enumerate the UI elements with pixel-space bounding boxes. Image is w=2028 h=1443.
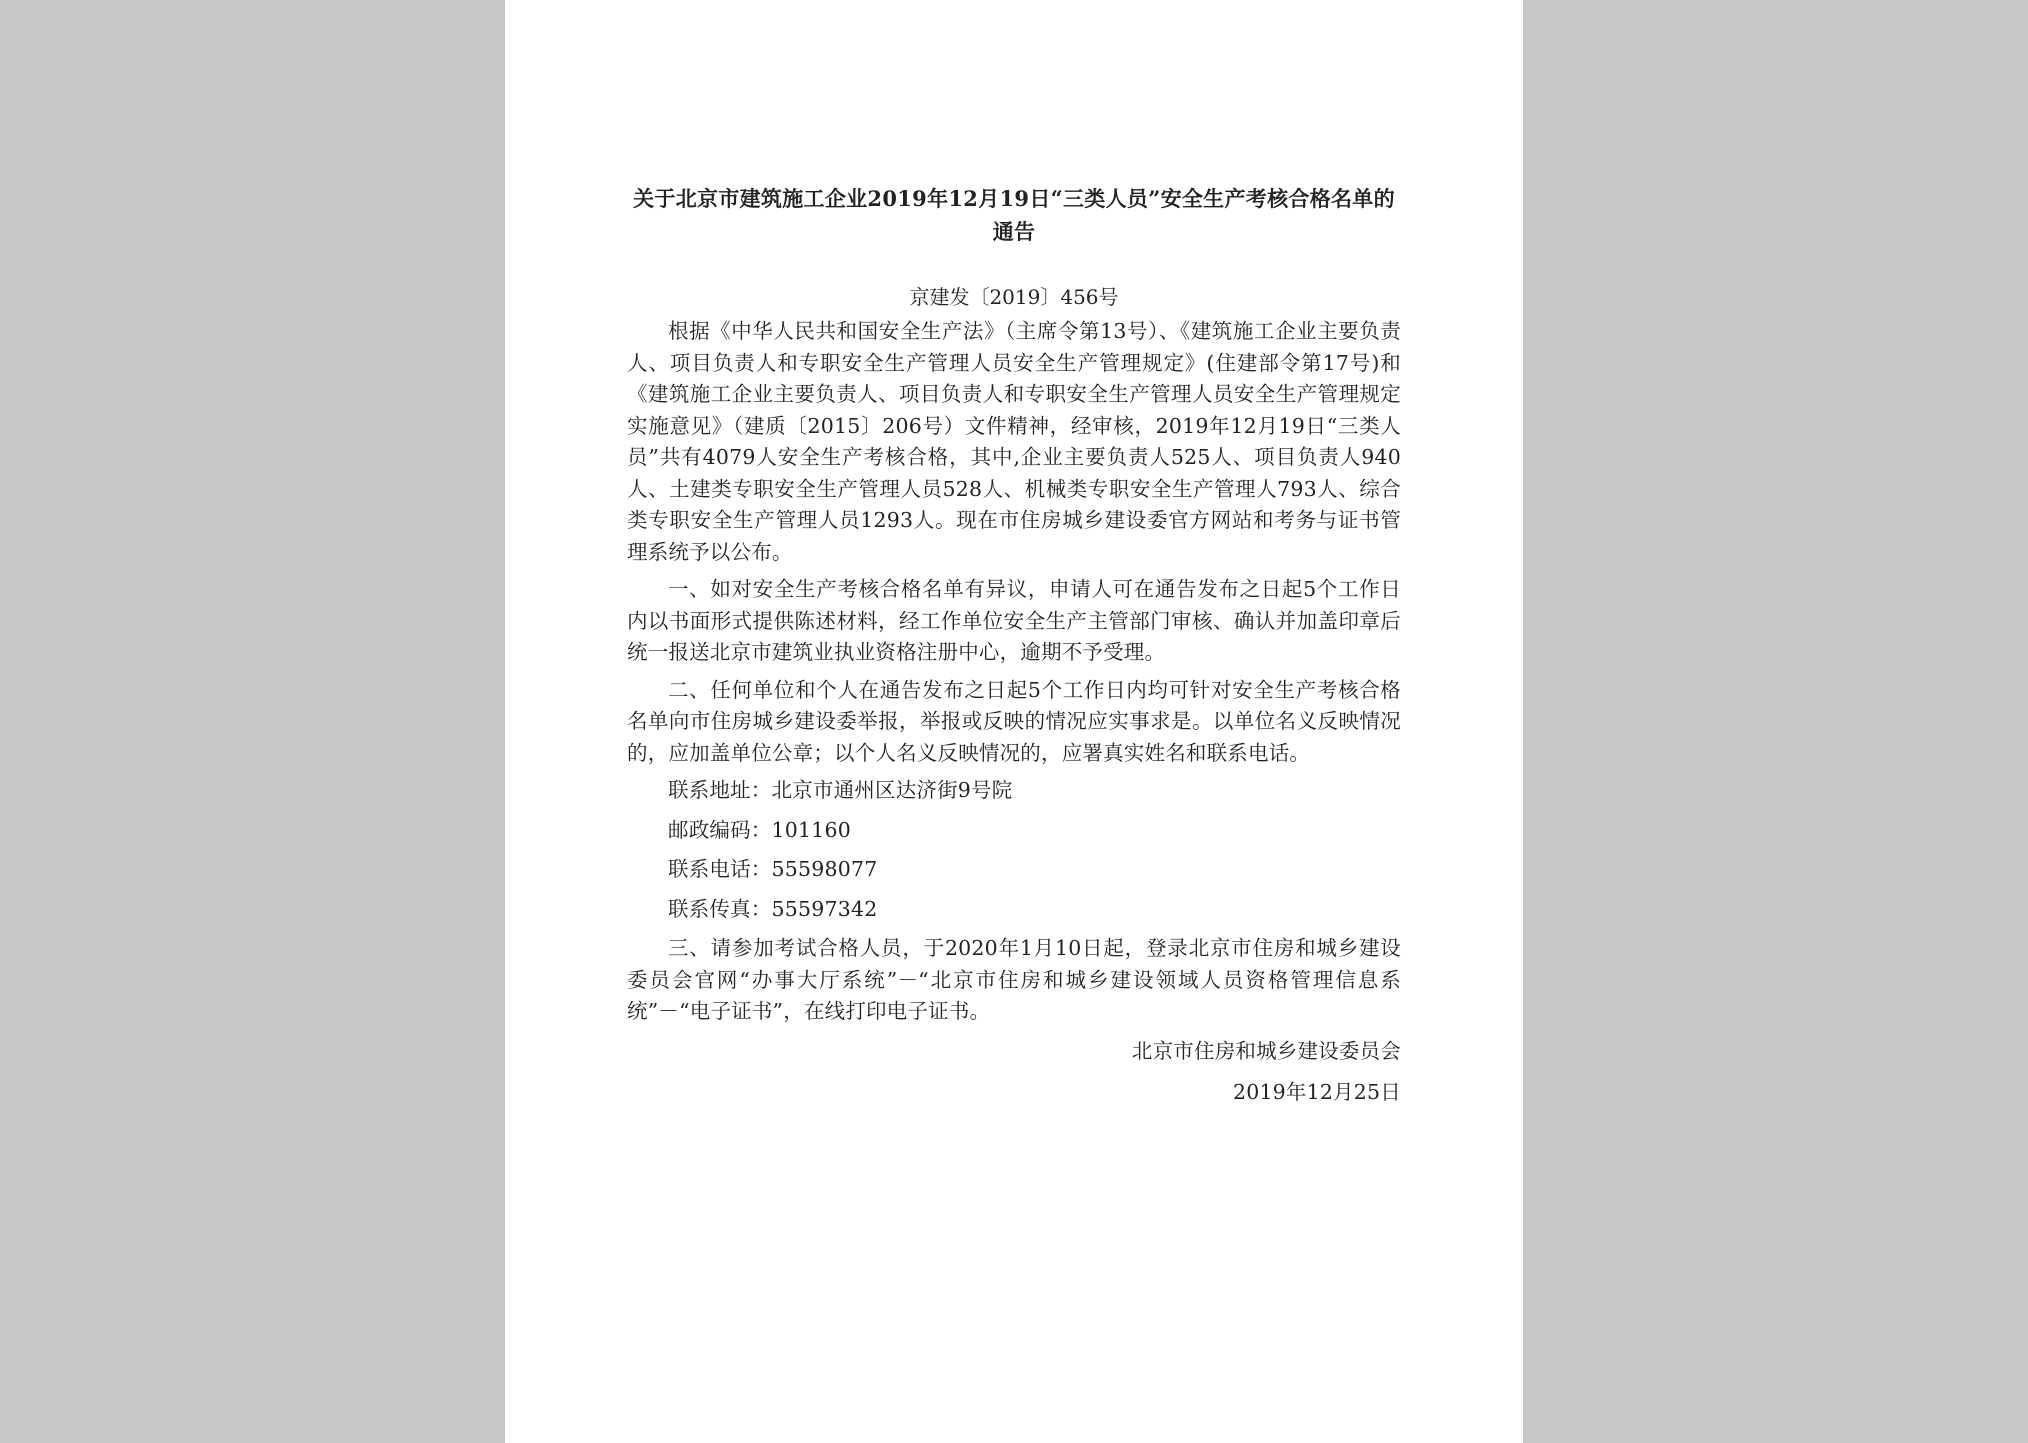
contact-fax: 联系传真：55597342 bbox=[668, 896, 878, 921]
document-page bbox=[505, 0, 1523, 1443]
postal-code: 邮政编码：101160 bbox=[668, 817, 851, 842]
paragraph-two: 二、任何单位和个人在通告发布之日起5个工作日内均可针对安全生产考核合格名单向市住房城乡建设委举报，举报或反映的情况应实事求是。以单位名义反映情况的，应加盖单位公章；以个人名义反映情况的，应署真实姓名和联系电话。 bbox=[627, 677, 1401, 765]
issue-date: 2019年12月25日 bbox=[1232, 1080, 1401, 1104]
paragraph-three: 三、请参加考试合格人员，于2020年1月10日起，登录北京市住房和城乡建设委员会官网“办事大厅系统”－“北京市住房和城乡建设领域人员资格管理信息系统”－“电子证书”，在线打印电子证书。 bbox=[627, 936, 1401, 1023]
issuer-signature: 北京市住房和城乡建设委员会 bbox=[1131, 1038, 1401, 1063]
document-number: 京建发〔2019〕456号 bbox=[909, 285, 1119, 309]
paragraph-intro: 根据《中华人民共和国安全生产法》（主席令第13号）、《建筑施工企业主要负责人、项目负责人和专职安全生产管理人员安全生产管理规定》(住建部令第17号)和《建筑施工企业主要负责人、项目负责人和专职安全生产管理人员安全生产管理规定实施意见》（建质〔2015〕206号）文件精神，经审核，2019年12月19日“三类人员”共有4079人安全生产考核合格，其中,企业主要负责人525人、项目负责人940人、土建类专职安全生产管理人员528人、机械类专职安全生产管理人793人、综合类专职安全生产管理人员1293人。现在市住房城乡建设委官方网站和考务与证书管理系统予以公布。 bbox=[627, 319, 1401, 564]
paragraph-one: 一、如对安全生产考核合格名单有异议，申请人可在通告发布之日起5个工作日内以书面形式提供陈述材料，经工作单位安全生产主管部门审核、确认并加盖印章后统一报送北京市建筑业执业资格注册中心，逾期不予受理。 bbox=[627, 577, 1401, 664]
document-body bbox=[627, 182, 1401, 1109]
contact-phone: 联系电话：55598077 bbox=[668, 857, 878, 881]
document-title: 关于北京市建筑施工企业2019年12月19日“三类人员”安全生产考核合格名单的通告 bbox=[633, 186, 1395, 244]
contact-address: 联系地址：北京市通州区达济街9号院 bbox=[668, 778, 1013, 802]
